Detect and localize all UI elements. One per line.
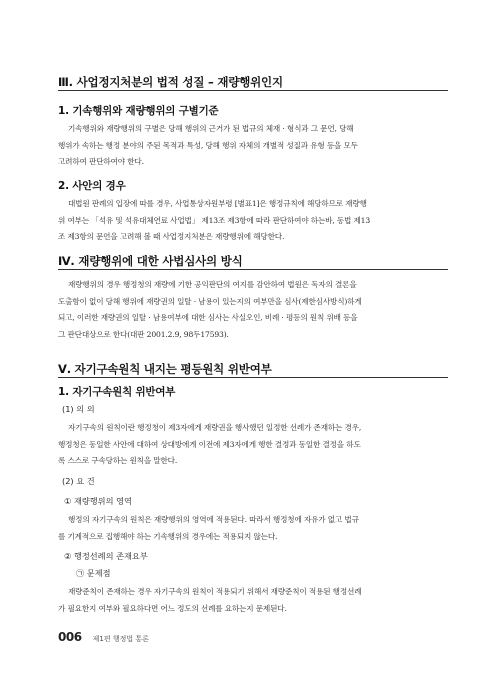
page-footer [58, 626, 149, 645]
subsection-heading: 1. 기속행위와 재량행위의 구별기준 [58, 105, 219, 117]
subsection-heading: 1. 자기구속원칙 위반여부 [58, 386, 176, 398]
text-line: 자기구속의 원칙이란 행정청이 제3자에게 재량권을 행사했던 일정한 선례가 존재하는 경우, [68, 423, 362, 432]
text-line: 록 스스로 구속당하는 원칙을 말한다. [58, 456, 178, 465]
text-line: 고려하여 판단하여야 한다. [58, 157, 144, 166]
item-heading: ① 재량행위의 영역 [64, 496, 132, 506]
section-heading: Ⅴ. 자기구속원칙 내지는 평등원칙 위반여부 [58, 362, 272, 376]
paragraph [58, 584, 448, 617]
heading-rule [58, 269, 448, 270]
section-heading: Ⅳ. 재량행위에 대한 사법심사의 방식 [58, 254, 243, 268]
text-line: 그 판단대상으로 한다(대판 2001.2.9, 98두17593). [58, 329, 229, 339]
text-line: 를 기계적으로 집행해야 하는 기속행위의 경우에는 적용되지 않는다. [58, 531, 278, 541]
paragraph [58, 512, 448, 545]
paragraph [58, 420, 448, 470]
paragraph [58, 277, 448, 343]
subsection-heading: 2. 사안의 경우 [58, 180, 126, 192]
text-line: 도출함이 없이 당해 행위에 재량권의 일탈 · 남용이 있는지의 여부만을 심사(제한심사방식)하게 [58, 296, 362, 306]
text-line: 위 여부는 「석유 및 석유대체연료 사업법」 제13조 제3항에 따라 판단하여야 하는바, 동법 제13 [58, 215, 371, 225]
heading-rule [58, 377, 448, 378]
section-heading: Ⅲ. 사업정지처분의 법적 성질 – 재량행위인지 [58, 75, 283, 89]
page-number: 006 [58, 630, 82, 644]
book-title: 제1편 행정법 통론 [92, 635, 149, 643]
item-heading: ② 행정선례의 존재요부 [64, 551, 148, 561]
item-heading: (1) 의 의 [62, 404, 95, 414]
text-line: 되고, 이러한 재량권의 일탈 · 남용여부에 대한 심사는 사실오인, 비례 · 평등의 원칙 위배 등을 [58, 313, 358, 322]
paragraph [58, 196, 448, 246]
text-line: 대법원 판례의 입장에 따를 경우, 사업통상자원부령 [별표1]은 행정규칙에 해당하므로 재량행 [68, 199, 367, 208]
text-line: 재량행위의 경우 행정청의 재량에 기한 공익판단의 여지를 감안하여 법원은 독자의 결론을 [68, 280, 357, 289]
text-line: 가 필요한지 여부와 필요하다면 어느 정도의 선례를 요하는지 문제된다. [58, 603, 287, 613]
text-line: 조 제3항의 문언을 고려해 볼 때 사업정지처분은 재량행위에 해당한다. [58, 232, 285, 241]
heading-rule [58, 90, 448, 91]
text-line: 행정청은 동일한 사안에 대하여 상대방에게 이전에 제3자에게 행한 결정과 동일한 결정을 하도 [58, 439, 361, 449]
text-line: 재량준칙이 존재하는 경우 자기구속의 원칙이 적용되기 위해서 재량준칙이 적용된 행정선례 [68, 587, 362, 596]
text-line: 행위가 속하는 행정 분야의 주된 목적과 특성, 당해 행위 자체의 개별적 성질과 유형 등을 모두 [58, 140, 358, 150]
text-line: 행정의 자기구속의 원칙은 재량행위의 영역에 적용된다. 따라서 행정청에 자유가 없고 법규 [68, 515, 359, 524]
item-heading: (2) 요 건 [62, 476, 95, 486]
text-line: 기속행위와 재량행위의 구별은 당해 행위의 근거가 된 법규의 체재 · 형식과 그 문언, 당해 [68, 124, 354, 133]
item-heading: ㉠ 문제점 [76, 568, 111, 578]
paragraph [58, 121, 448, 171]
